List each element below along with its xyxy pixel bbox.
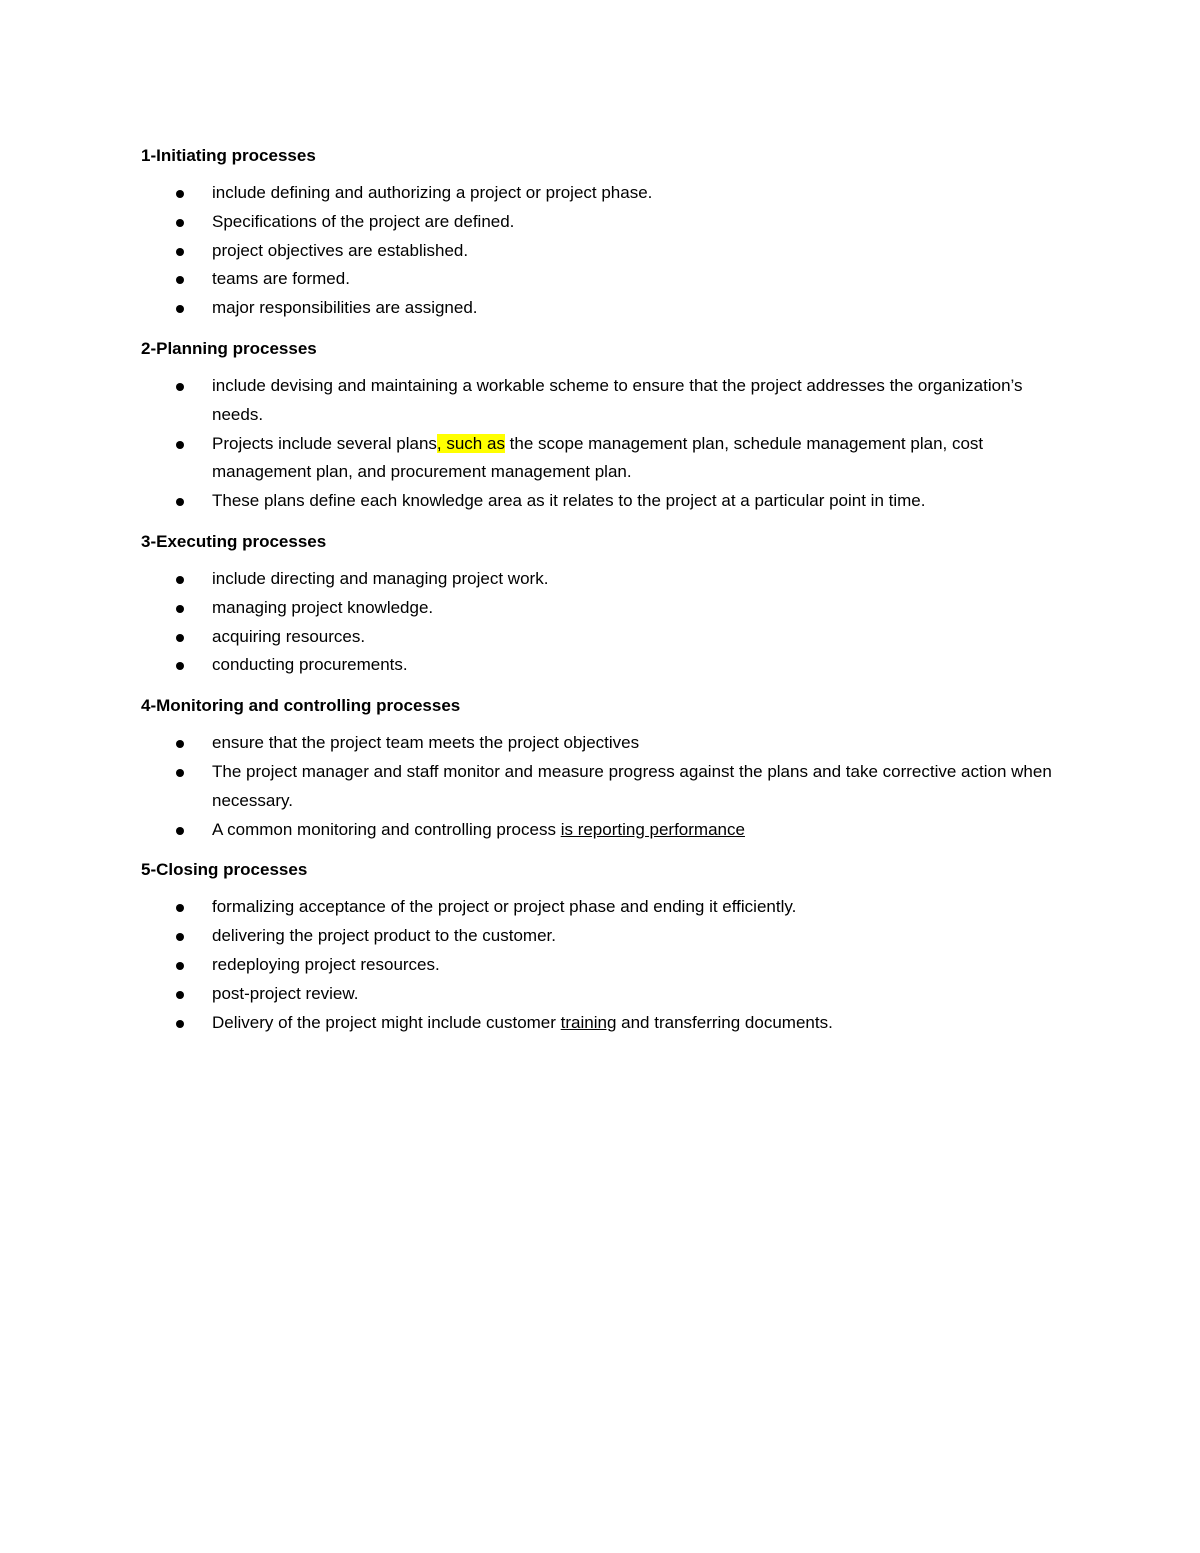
bullet-icon: [176, 740, 184, 748]
bullet-icon: [176, 576, 184, 584]
list-item-text: teams are formed.: [212, 269, 350, 289]
list-item: [141, 487, 1071, 516]
bullet-icon: [176, 662, 184, 670]
section-closing: [141, 857, 1071, 1037]
bullet-list: [141, 179, 1071, 323]
section-heading: 1-Initiating processes: [141, 146, 316, 165]
bullet-icon: [176, 962, 184, 970]
list-item-text-start: A common monitoring and controlling process: [212, 819, 561, 839]
document-body: [141, 143, 1071, 1050]
bullet-icon: [176, 190, 184, 198]
highlighted-text: , such as: [436, 433, 505, 453]
underlined-text: training: [560, 1012, 617, 1032]
underlined-text: is reporting performance: [560, 819, 745, 839]
bullet-icon: [176, 605, 184, 613]
list-item-text-start: Delivery of the project might include customer: [212, 1012, 561, 1032]
list-item-text: include defining and authorizing a project or project phase.: [212, 183, 653, 202]
bullet-list: [141, 729, 1071, 844]
list-item-text: post-project review.: [212, 983, 359, 1003]
bullet-icon: [176, 248, 184, 256]
list-item: [141, 594, 1071, 623]
list-item: [141, 294, 1071, 323]
bullet-icon: [176, 827, 184, 835]
list-item-text: include directing and managing project work.: [212, 568, 549, 588]
list-item-text: major responsibilities are assigned.: [212, 298, 478, 318]
list-item: [141, 729, 1071, 758]
list-item: [141, 893, 1071, 922]
list-item: [141, 980, 1071, 1009]
list-item: [141, 372, 1071, 430]
section-initiating: [141, 143, 1071, 323]
list-item-text: conducting procurements.: [212, 655, 408, 675]
list-item-text: ensure that the project team meets the project objectives: [212, 733, 640, 753]
list-item: [141, 179, 1071, 208]
bullet-icon: [176, 1020, 184, 1028]
list-item-text-start: Projects include several plans: [212, 433, 437, 453]
bullet-icon: [176, 933, 184, 941]
bullet-icon: [176, 634, 184, 642]
bullet-icon: [176, 219, 184, 227]
list-item-text: include devising and maintaining a workable scheme to ensure that the project addresses the organization’s needs.: [212, 375, 1023, 424]
list-item-text: acquiring resources.: [212, 626, 366, 646]
bullet-list: [141, 372, 1071, 516]
bullet-icon: [176, 991, 184, 999]
list-item-text-end: and transferring documents.: [616, 1012, 833, 1032]
bullet-list: [141, 565, 1071, 680]
bullet-icon: [176, 305, 184, 313]
list-item-text: delivering the project product to the customer.: [212, 926, 556, 946]
list-item: [141, 758, 1071, 816]
bullet-icon: [176, 904, 184, 912]
list-item-text: formalizing acceptance of the project or project phase and ending it efficiently.: [212, 897, 797, 917]
bullet-icon: [176, 498, 184, 506]
list-item: [141, 816, 1071, 845]
list-item-text: The project manager and staff monitor and measure progress against the plans and take corrective action when necessary.: [212, 761, 1052, 810]
list-item: [141, 951, 1071, 980]
list-item: [141, 565, 1071, 594]
section-heading: 4-Monitoring and controlling processes: [141, 696, 461, 716]
bullet-icon: [176, 769, 184, 777]
list-item: [141, 208, 1071, 237]
section-monitoring: [141, 693, 1071, 844]
list-item-text: These plans define each knowledge area as it relates to the project at a particular point in time.: [212, 491, 926, 511]
list-item: [141, 430, 1071, 488]
section-heading: 5-Closing processes: [141, 860, 308, 880]
section-heading: 2-Planning processes: [141, 338, 317, 358]
bullet-list: [141, 893, 1071, 1037]
list-item: [141, 623, 1071, 652]
section-executing: [141, 529, 1071, 680]
list-item-text: project objectives are established.: [212, 240, 469, 260]
list-item-text: Specifications of the project are defined.: [212, 211, 515, 231]
list-item-text-end: the scope management plan, schedule management plan, cost management plan, and procurement management plan.: [212, 433, 984, 482]
list-item: [141, 922, 1071, 951]
list-item: [141, 1009, 1071, 1038]
list-item: [141, 237, 1071, 266]
list-item-text: redeploying project resources.: [212, 954, 440, 974]
bullet-icon: [176, 383, 184, 391]
bullet-icon: [176, 441, 184, 449]
bullet-icon: [176, 276, 184, 284]
list-item-text: managing project knowledge.: [212, 597, 434, 617]
list-item: [141, 265, 1071, 294]
section-planning: [141, 336, 1071, 516]
section-heading: 3-Executing processes: [141, 531, 327, 551]
list-item: [141, 651, 1071, 680]
